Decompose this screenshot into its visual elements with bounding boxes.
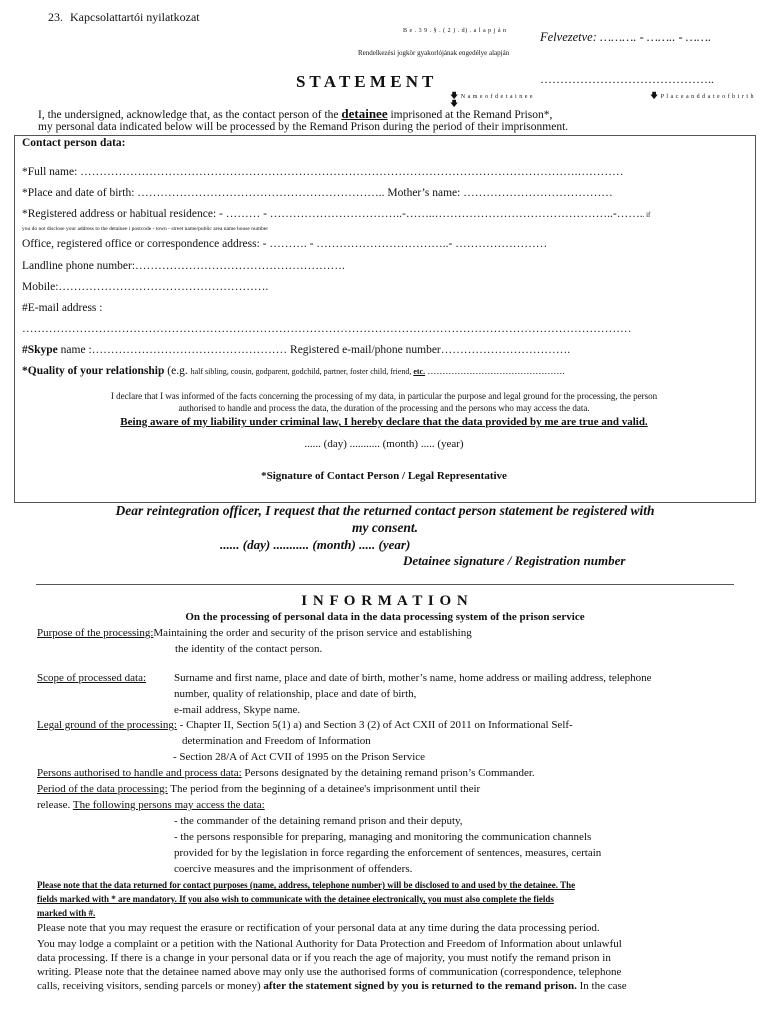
purpose-text-2: the identity of the contact person. xyxy=(175,643,323,655)
purpose-text: Maintaining the order and security of the prison service and establishing xyxy=(153,627,472,639)
place-date-birth-text: P l a c e a n d d a t e o f b i r t h xyxy=(660,94,754,100)
relationship-line: ………………………………………. xyxy=(425,366,565,376)
name-of-detainee-label xyxy=(450,90,533,104)
address-tail: . if xyxy=(642,211,651,219)
access-item-3: provided for by the legislation in force regarding the enforcement of sentences, measures, certain xyxy=(174,847,602,859)
complaint-line-1: You may lodge a complaint or a petition with the National Authority for Data Protection and Freedom of Information about unlawful xyxy=(37,938,622,950)
skype-field[interactable] xyxy=(22,344,570,356)
period-label: Period of the data processing: xyxy=(37,783,168,795)
intro-text: I, the undersigned, acknowledge that, as the contact person of the xyxy=(38,109,342,121)
note-bold-1: Please note that the data returned for contact purposes (name, address, telephone number) will be disclosed to and used by the detainee. The xyxy=(37,880,576,890)
legal-ground-2: determination and Freedom of Information xyxy=(182,735,371,747)
email-label: #E-mail address : xyxy=(22,302,103,314)
access-item-2: - the persons responsible for preparing, managing and monitoring the communication channels xyxy=(174,831,592,843)
form-title: Kapcsolattartói nyilatkozat xyxy=(70,10,200,24)
contact-signature[interactable]: *Signature of Contact Person / Legal Representative xyxy=(261,470,507,482)
skype-rest: name :…………………………………………… Registered e-mail/phone number……………………………. xyxy=(57,344,571,356)
persons-text: Persons designated by the detaining remand prison’s Commander. xyxy=(241,767,535,779)
purpose-row xyxy=(37,627,472,639)
skype-label: #Skype xyxy=(22,344,58,356)
access-item-1: - the commander of the detaining remand prison and their deputy, xyxy=(174,815,463,827)
contact-heading: Contact person data: xyxy=(22,137,126,149)
felvezetve-field[interactable]: Felvezetve: ………. - …….. - ……. xyxy=(540,30,712,44)
intro-text-end: imprisoned at the Remand Prison*, xyxy=(387,109,553,121)
name-of-detainee-text: N a m e o f d e t a i n e e xyxy=(460,94,534,100)
office-address-field[interactable]: Office, registered office or correspondence address: - ………. - ……………………………..- …………………… xyxy=(22,238,548,250)
request-line-1: Dear reintegration officer, I request that the returned contact person statement be registered with xyxy=(115,503,655,518)
purpose-label: Purpose of the processing: xyxy=(37,627,154,639)
relationship-etc: etc. xyxy=(413,367,426,376)
information-title: I N F O R M A T I O N xyxy=(301,593,469,609)
request-line-2: my consent. xyxy=(352,520,418,535)
note-bold-2: fields marked with * are mandatory. If you also wish to communicate with the detainee electronically, you must also complete the fields xyxy=(37,894,554,904)
period-text: The period from the beginning of a detainee's imprisonment until their xyxy=(167,783,481,795)
place-birth-field[interactable]: *Place and date of birth: ……………………………………………………….. Mother’s name: ………………………………… xyxy=(22,187,613,199)
note-bold-3: marked with #. xyxy=(37,908,96,918)
intro-line-2: my personal data indicated below will be processed by the Remand Prison during the period of their imprisonment. xyxy=(38,121,569,133)
address-field[interactable] xyxy=(22,208,650,220)
access-item-4: coercive measures and the imprisonment of offenders. xyxy=(174,863,413,875)
landline-field[interactable]: Landline phone number:………………………………………………. xyxy=(22,260,345,272)
scope-text-2: number, quality of relationship, place and date of birth, xyxy=(174,688,417,700)
detainee-signature[interactable]: Detainee signature / Registration number xyxy=(403,553,626,568)
release-text: release. xyxy=(37,799,73,811)
section-divider xyxy=(36,584,734,585)
arrow-down-icon: 🡇 xyxy=(450,91,459,100)
detainee-word: detainee xyxy=(341,106,388,121)
address-note: you do not disclose your address to the detainee i postcode - town - street name/public area name house number xyxy=(22,226,269,232)
relationship-field[interactable] xyxy=(22,365,565,377)
declaration-date[interactable]: ...... (day) ........... (month) ..... (year) xyxy=(304,438,464,450)
arrow-down-icon: 🡇 xyxy=(650,91,659,100)
access-label: The following persons may access the data: xyxy=(72,799,265,811)
relationship-label: *Quality of your relationship xyxy=(22,365,165,377)
complaint-line-2: data processing. If there is a change in your personal data or if you reach the age of majority, you must notify the remand prison in xyxy=(37,952,611,964)
email-field[interactable]: …………………………………………………………………………………………………………………………………………… xyxy=(22,323,632,335)
legal-ground-1: - Chapter II, Section 5(1) a) and Section 3 (2) of Act CXII of 2011 on Informational Self- xyxy=(176,719,573,731)
legal-ground-row xyxy=(37,719,573,731)
complaint-line-4 xyxy=(37,980,627,992)
persons-row xyxy=(37,767,535,779)
rendelkezesi-note: Rendelkezési jogkör gyakorlójának engedélye alapján xyxy=(358,49,510,57)
scope-text-1: Surname and first name, place and date of birth, mother’s name, home address or mailing address, telephone xyxy=(174,672,652,684)
legal-ground-3: - Section 28/A of Act CVII of 1995 on the Prison Service xyxy=(173,751,426,763)
place-date-birth-label xyxy=(650,90,754,104)
information-subtitle: On the processing of personal data in the data processing system of the prison service xyxy=(185,611,585,623)
relationship-examples: half sibling, cousin, godparent, godchild, partner, foster child, friend, xyxy=(190,367,414,376)
declaration-line-2: authorised to handle and process the data, the duration of the processing and the persons who may access the data. xyxy=(178,403,590,413)
detainee-name-line[interactable]: …………………………………….. xyxy=(540,72,714,86)
legal-basis: B e . 3 9 . § . ( 2 ) . d) . a l a p j á n xyxy=(403,28,507,34)
period-row xyxy=(37,783,480,795)
liability-statement: Being aware of my liability under criminal law, I hereby declare that the data provided by me are true and valid. xyxy=(120,416,648,428)
erasure-note: Please note that you may request the erasure or rectification of your personal data at any time during the data processing period. xyxy=(37,922,600,934)
scope-text-3: e-mail address, Skype name. xyxy=(174,704,301,716)
address-line: *Registered address or habitual residence: - ……… - ……………………………..-……..………………………………………..-……. xyxy=(22,208,643,220)
statement-title: S T A T E M E N T xyxy=(296,72,434,91)
mobile-field[interactable]: Mobile:………………………………………………. xyxy=(22,281,269,293)
persons-label: Persons authorised to handle and process data: xyxy=(37,767,242,779)
complaint-4a: calls, receiving visitors, sending parcels or money) xyxy=(37,980,264,992)
legal-ground-label: Legal ground of the processing: xyxy=(37,719,177,731)
complaint-4b: after the statement signed by you is returned to the remand prison. xyxy=(263,980,577,992)
complaint-4c: In the case xyxy=(576,980,627,992)
scope-label: Scope of processed data: xyxy=(37,672,147,684)
declaration-line-1: I declare that I was informed of the facts concerning the processing of my data, in particular the purpose and legal ground for the processing, the person xyxy=(110,391,658,401)
intro-line-1 xyxy=(38,106,552,122)
form-number: 23. xyxy=(48,10,63,24)
arrow-down-icon: 🡇 xyxy=(450,99,459,108)
access-row xyxy=(37,799,265,811)
relationship-eg: (e.g. xyxy=(164,365,191,377)
full-name-field[interactable]: *Full name: ………………………………………………………………………………………………………………….………… xyxy=(22,166,624,178)
request-date[interactable]: ...... (day) ........... (month) ..... (year) xyxy=(220,537,411,552)
complaint-line-3: writing. Please note that the detainee named above may only use the authorised forms of communication (correspondence, telephone xyxy=(37,966,622,978)
